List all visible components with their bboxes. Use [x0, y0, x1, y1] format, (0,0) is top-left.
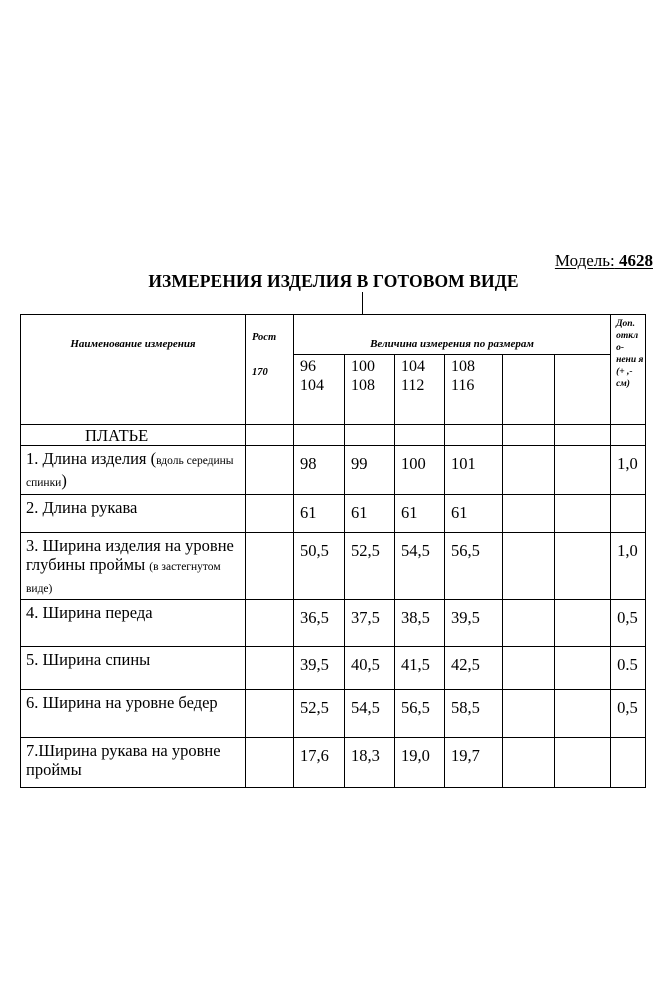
size-col-empty [555, 355, 611, 425]
row-value: 39,5 [294, 647, 345, 690]
rost-label: Рост [252, 332, 277, 343]
row-value: 99 [345, 446, 395, 495]
size-bottom: 108 [351, 377, 375, 394]
row-value: 54,5 [345, 690, 395, 738]
size-col-empty [503, 355, 555, 425]
row-value: 52,5 [294, 690, 345, 738]
row-value: 42,5 [445, 647, 503, 690]
row-name: 4. Ширина переда [21, 600, 246, 647]
row-name: 2. Длина рукава [21, 495, 246, 533]
row-value: 54,5 [395, 533, 445, 600]
row-value: 61 [345, 495, 395, 533]
size-col-3 [395, 355, 445, 425]
size-top: 100 [351, 358, 375, 375]
size-bottom: 112 [401, 377, 425, 394]
table-row [21, 690, 646, 738]
table-row [21, 446, 646, 495]
row-value: 18,3 [345, 738, 395, 788]
rost-value: 170 [252, 367, 268, 378]
row-value: 50,5 [294, 533, 345, 600]
table-row [21, 600, 646, 647]
title-tick-mark [362, 292, 363, 314]
size-top: 104 [401, 358, 425, 375]
size-bottom: 116 [451, 377, 475, 394]
row-name: 7.Ширина рукава на уровне проймы [21, 738, 246, 788]
row-value: 19,7 [445, 738, 503, 788]
row-value: 98 [294, 446, 345, 495]
row-tolerance: 0.5 [611, 647, 646, 690]
row-name: 1. Длина изделия (вдоль середины спинки) [21, 446, 246, 495]
row-value: 36,5 [294, 600, 345, 647]
size-top: 96 [300, 358, 316, 375]
row-name: 5. Ширина спины [21, 647, 246, 690]
model-number: 4628 [619, 251, 653, 270]
row-value: 38,5 [395, 600, 445, 647]
size-bottom: 104 [300, 377, 324, 394]
model-label: Модель: [554, 251, 615, 270]
size-top: 108 [451, 358, 475, 375]
row-tolerance: 0,5 [611, 690, 646, 738]
row-value: 37,5 [345, 600, 395, 647]
measurements-table [20, 314, 646, 788]
section-label: ПЛАТЬЕ [21, 425, 246, 446]
row-value: 61 [445, 495, 503, 533]
row-value: 56,5 [395, 690, 445, 738]
row-value: 41,5 [395, 647, 445, 690]
row-tolerance [611, 495, 646, 533]
row-note: вдоль середины спинки [26, 455, 234, 489]
row-name: 6. Ширина на уровне бедер [21, 690, 246, 738]
row-tolerance [611, 738, 646, 788]
table-row [21, 647, 646, 690]
row-note: (в застегнутом виде) [26, 561, 221, 595]
size-col-1 [294, 355, 345, 425]
header-row-top [21, 315, 646, 355]
row-value: 52,5 [345, 533, 395, 600]
row-value: 100 [395, 446, 445, 495]
table-row [21, 495, 646, 533]
row-value: 58,5 [445, 690, 503, 738]
row-value: 19,0 [395, 738, 445, 788]
row-value: 40,5 [345, 647, 395, 690]
row-value: 101 [445, 446, 503, 495]
size-col-4 [445, 355, 503, 425]
section-row [21, 425, 646, 446]
header-sizes-cell: Величина измерения по размерам [294, 315, 611, 355]
header-tolerance-cell: Доп. откл о- нени я (+ ,-см) [611, 315, 646, 425]
table-row [21, 738, 646, 788]
header-rost-cell [246, 315, 294, 425]
table-row [21, 533, 646, 600]
row-tolerance: 1,0 [611, 533, 646, 600]
size-col-2 [345, 355, 395, 425]
row-value: 39,5 [445, 600, 503, 647]
row-value: 17,6 [294, 738, 345, 788]
page-title: ИЗМЕРЕНИЯ ИЗДЕЛИЯ В ГОТОВОМ ВИДЕ [148, 271, 519, 291]
row-tolerance: 0,5 [611, 600, 646, 647]
row-tolerance: 1,0 [611, 446, 646, 495]
header-name-cell: Наименование измерения [21, 315, 246, 425]
row-value: 61 [395, 495, 445, 533]
row-name: 3. Ширина изделия на уровне глубины проймы (в застегнутом виде) [21, 533, 246, 600]
row-value: 61 [294, 495, 345, 533]
model-caption [555, 251, 653, 271]
row-value: 56,5 [445, 533, 503, 600]
